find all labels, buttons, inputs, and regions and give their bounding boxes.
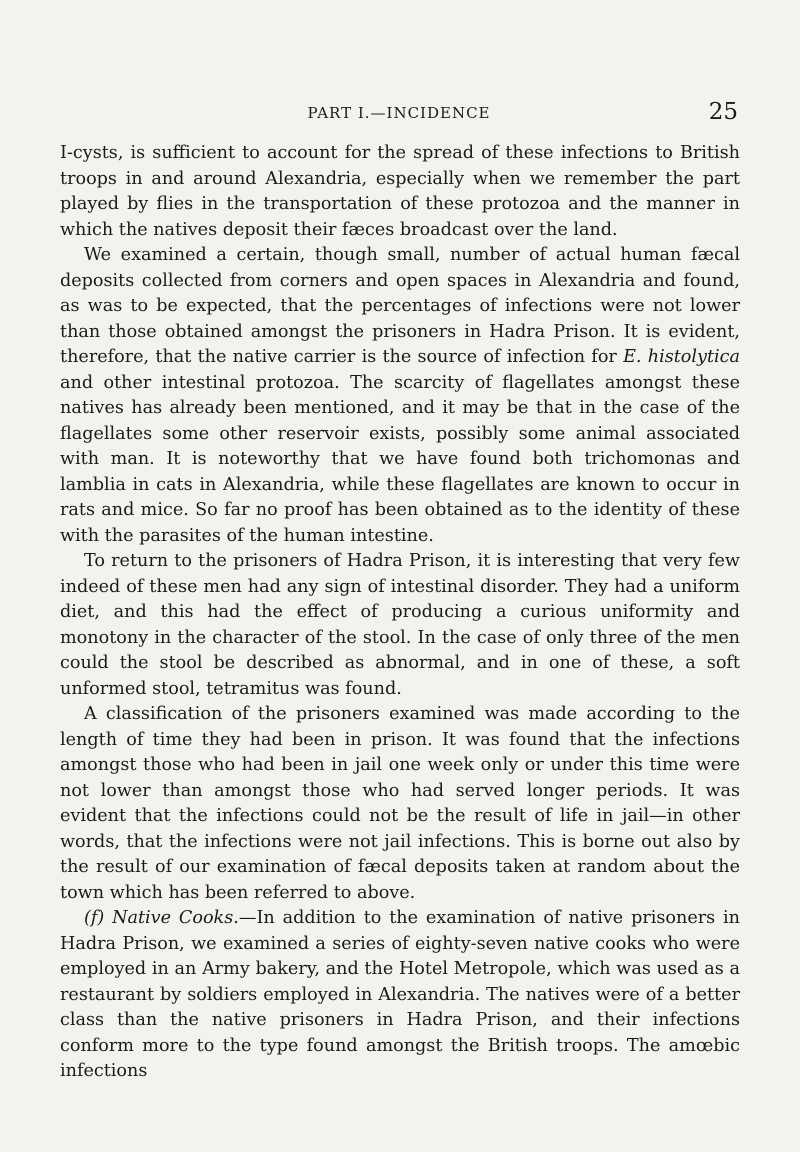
paragraph-text: We examined a certain, though small, number of actual human fæcal deposits collected from corners and open spaces in Alexandria and found, as was to be expected, that the percentages of infections were not lower than those obtained amongst the prisoners in Hadra Prison. It is evident, therefore, that the native carrier is the source of infection for (60, 245, 740, 367)
running-header (60, 100, 738, 128)
paragraph-faecal-deposits (60, 243, 740, 549)
page-number: 25 (708, 99, 738, 125)
paragraph-text: and other intestinal protozoa. The scarcity of flagellates amongst these natives has already been mentioned, and it may be that in the case of the flagellates some other reservoir exists, possibly some animal associated with man. It is noteworthy that we have found both trichomonas and lamblia in cats in Alexandria, while these flagellates are known to occur in rats and mice. So far no proof has been obtained as to the identity of these with the parasites of the human intestine. (60, 372, 740, 546)
paragraph-continuation: I-cysts, is sufficient to account for the spread of these infections to British troops in and around Alexandria, especially when we remember the part played by flies in the transportation of these protozoa and the manner in which the natives deposit their fæces broadcast over the land. (60, 143, 740, 240)
species-name-italic: E. histolytica (623, 347, 740, 367)
paragraph-native-cooks (60, 906, 740, 1085)
body-text (60, 141, 740, 1085)
section-heading-italic: (f) Native Cooks. (84, 908, 239, 928)
running-title: PART I.—INCIDENCE (307, 104, 491, 122)
paragraph-hadra-prison: To return to the prisoners of Hadra Prison, it is interesting that very few indeed of these men had any sign of intestinal disorder. They had a uniform diet, and this had the effect of producing a curious uniformity and monotony in the character of the stool. In the case of only three of the men could the stool be described as abnormal, and in one of these, a soft unformed stool, tetramitus was found. (60, 551, 740, 699)
paragraph-text: —In addition to the examination of native prisoners in Hadra Prison, we examined a series of eighty-seven native cooks who were employed in an Army bakery, and the Hotel Metropole, which was used as a restaurant by soldiers employed in Alexandria. The natives were of a better class than the native prisoners in Hadra Prison, and their infections conform more to the type found amongst the British troops. The amœbic infections (60, 908, 740, 1081)
paragraph-classification: A classification of the prisoners examined was made according to the length of time they had been in prison. It was found that the infections amongst those who had been in jail one week only or under this time were not lower than amongst those who had served longer periods. It was evident that the infections could not be the result of life in jail—in other words, that the infections were not jail infections. This is borne out also by the result of our examination of fæcal deposits taken at random about the town which has been referred to above. (60, 704, 740, 903)
